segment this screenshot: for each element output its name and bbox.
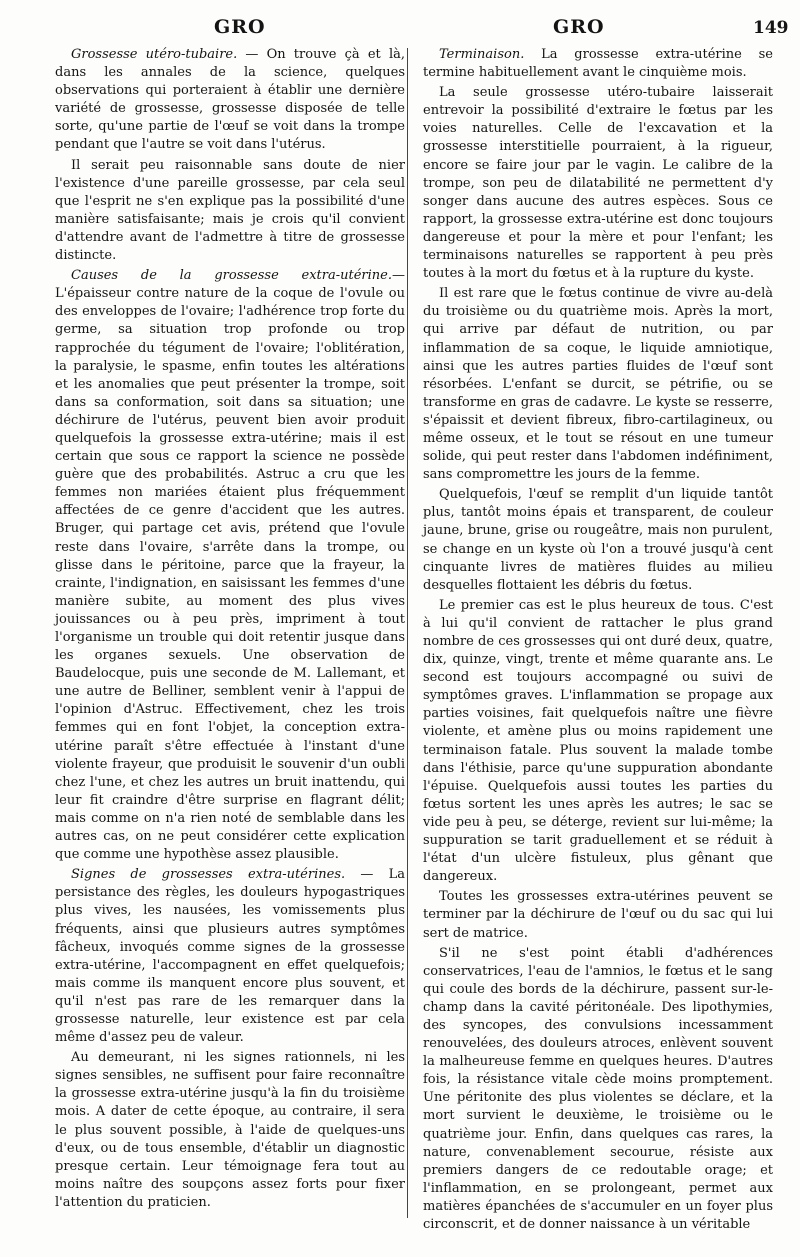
paragraph-text: Quelquefois, l'œuf se remplit d'un liquide tantôt plus, tantôt moins épais et transparent, de couleur jaune, brune, grise ou rougeâtre, mais non purulent, se change en un kyste où l'on a trouvé jusqu'à cent cinquante livres de matières fluides au milieu desquelles flottaient les débris du fœtus.	[423, 487, 773, 593]
paragraph	[423, 945, 773, 1235]
paragraph-text: Toutes les grossesses extra-utérines peuvent se terminer par la déchirure de l'œuf ou du sac qui lui sert de matrice.	[423, 889, 773, 941]
paragraph-text: Au demeurant, ni les signes rationnels, ni les signes sensibles, ne suffisent pour faire reconnaître la grossesse extra-utérine jusqu'à la fin du troisième mois. A dater de cette époque, au contraire, il sera le plus souvent possible, à l'aide de quelques-uns d'eux, ou de tous ensemble, d'établir un diagnostic presque certain. Leur témoignage fera tout au moins naître des soupçons assez forts pour fixer l'attention du praticien.	[55, 1050, 405, 1210]
running-head-right: GRO	[553, 16, 605, 38]
section-title: Causes de la grossesse extra-utérine.	[71, 268, 392, 284]
paragraph-text: S'il ne s'est point établi d'adhérences conservatrices, l'eau de l'amnios, le fœtus et le sang qui coule des bords de la déchirure, passent sur-le-champ dans la cavité péritonéale. Des lipothymies, des syncopes, des convulsions incessamment renouvelées, des douleurs atroces, enlèvent souvent la malheureuse femme en quelques heures. D'autres fois, la résistance vitale cède moins promptement. Une péritonite des plus violentes se déclare, et la mort survient le deuxième, le troisième ou le quatrième jour. Enfin, dans quelques cas rares, la nature, convenablement secourue, résiste aux premiers dangers de ce redoutable orage; et l'inflammation, en se prolongeant, permet aux matières épanchées de s'accumuler en un foyer plus circonscrit, et de donner naissance à un véritable	[423, 945, 773, 1232]
page-number: 149	[753, 18, 789, 38]
left-column	[55, 46, 405, 1214]
paragraph	[423, 285, 773, 484]
section-title: Signes de grossesses extra-utérines.	[71, 867, 346, 883]
paragraph	[55, 157, 405, 266]
paragraph-text: Il est rare que le fœtus continue de vivre au-delà du troisième ou du quatrième mois. Après la mort, qui arrive par défaut de nutrition, ou par inflammation de sa coque, le liquide amniotique, ainsi que les autres parties fluides de l'œuf sont résorbées. L'enfant se durcit, se pétrifie, ou se transforme en gras de cadavre. Le kyste se resserre, s'épaissit et devient fibreux, fibro-cartilagineux, ou même osseux, et le tout se résout en une tumeur solide, qui peut rester dans l'abdomen indéfiniment, sans compromettre les jours de la femme.	[423, 286, 773, 483]
paragraph	[423, 84, 773, 283]
paragraph	[55, 866, 405, 1047]
paragraph-text: — La persistance des règles, les douleurs hypogastriques plus vives, les nausées, les vomissements plus fréquents, ainsi que plusieurs autres symptômes fâcheux, invoqués comme signes de la grossesse extra-utérine, l'accompagnent en effet quelquefois; mais comme ils manquent encore plus souvent, et qu'il n'est pas rare de les remarquer dans la grossesse naturelle, leur existence est par cela même d'assez peu de valeur.	[55, 867, 405, 1046]
paragraph	[423, 46, 773, 82]
paragraph	[55, 46, 405, 155]
paragraph	[423, 888, 773, 942]
paragraph-text: Le premier cas est le plus heureux de tous. C'est à lui qu'il convient de rattacher le plus grand nombre de ces grossesses qui ont duré deux, quatre, dix, quinze, vingt, trente et même quarante ans. Le second est toujours accompagné ou suivi de symptômes graves. L'inflammation se propage aux parties voisines, fait quelquefois naître une fièvre violente, et amène plus ou moins rapidement une terminaison fatale. Plus souvent la malade tombe dans l'éthisie, parce qu'une suppuration abondante l'épuise. Quelquefois aussi toutes les parties du fœtus sortent les unes après les autres; le sac se vide peu à peu, se déterge, revient sur lui-même; la suppuration se tarit graduellement et se réduit à l'état d'un ulcère fistuleux, plus gênant que dangereux.	[423, 597, 773, 885]
paragraph-text: La seule grossesse utéro-tubaire laisserait entrevoir la possibilité d'extraire le fœtus par les voies naturelles. Celle de l'excavation et la grossesse interstitielle pourraient, à la rigueur, encore se faire jour par le vagin. Le calibre de la trompe, son peu de dilatabilité ne permettent d'y songer dans aucune des autres espèces. Sous ce rapport, la grossesse extra-utérine est donc toujours dangereuse et pour la mère et pour l'enfant; les terminaisons naturelles se rapportent à peu près toutes à la mort du fœtus et à la rupture du kyste.	[423, 85, 773, 282]
paragraph-text: —L'épaisseur contre nature de la coque de l'ovule ou des enveloppes de l'ovaire; l'adhérence trop forte du germe, sa situation trop profonde ou trop rapprochée du tégument de l'ovaire; l'oblitération, la paralysie, le spasme, enfin toutes les altérations et les anomalies que peut présenter la trompe, soit dans sa conformation, soit dans sa situation; une déchirure de l'utérus, peuvent bien avoir produit quelquefois la grossesse extra-utérine; mais il est certain que sous ce rapport la science ne possède guère que des probabilités. Astruc a cru que les femmes non mariées étaient plus fréquemment affectées de ce genre d'accident que les autres. Bruger, qui partage cet avis, prétend que l'ovule reste dans l'ovaire, s'arrête dans la trompe, ou glisse dans le péritoine, parce que la frayeur, la crainte, l'indignation, en saisissant les femmes d'une manière subite, au moment des plus vives jouissances ou à peu près, impriment à tout l'organisme un trouble qui doit retentir jusque dans les organes sexuels. Une observation de Baudelocque, puis une seconde de M. Lallemant, et une autre de Belliner, semblent venir à l'appui de l'opinion d'Astruc. Effectivement, chez les trois femmes qui en font l'objet, la conception extra-utérine paraît s'être effectuée à l'instant d'une violente frayeur, que produisit le souvenir d'un oubli chez l'une, et chez les autres un bruit inattendu, qui leur fit craindre d'être surprise en flagrant délit; mais comme on n'a rien noté de semblable dans les autres cas, on ne peut considérer cette explication que comme une hypothèse assez plausible.	[55, 268, 405, 863]
running-head-left: GRO	[214, 16, 266, 38]
column-divider	[407, 48, 408, 1218]
paragraph	[423, 486, 773, 595]
paragraph	[423, 597, 773, 887]
section-title: Terminaison.	[439, 47, 525, 62]
paragraph-text: — On trouve çà et là, dans les annales de la science, quelques observations qui porteraient à établir une dernière variété de grossesse, grossesse disposée de telle sorte, qu'une partie de l'œuf se voit dans la trompe pendant que l'autre se voit dans l'utérus.	[55, 47, 405, 153]
paragraph-text: Il serait peu raisonnable sans doute de nier l'existence d'une pareille grossesse, par cela seul que l'esprit ne s'en explique pas la possibilité d'une manière satisfaisante; mais je crois qu'il convient d'attendre avant de l'admettre à titre de grossesse distincte.	[55, 157, 405, 264]
paragraph-text: La grossesse extra-utérine se termine habituellement avant le cinquième mois.	[423, 47, 773, 81]
section-title: Grossesse utéro-tubaire.	[71, 47, 238, 62]
right-column	[423, 46, 773, 1236]
paragraph	[55, 1049, 405, 1212]
paragraph	[55, 267, 405, 864]
